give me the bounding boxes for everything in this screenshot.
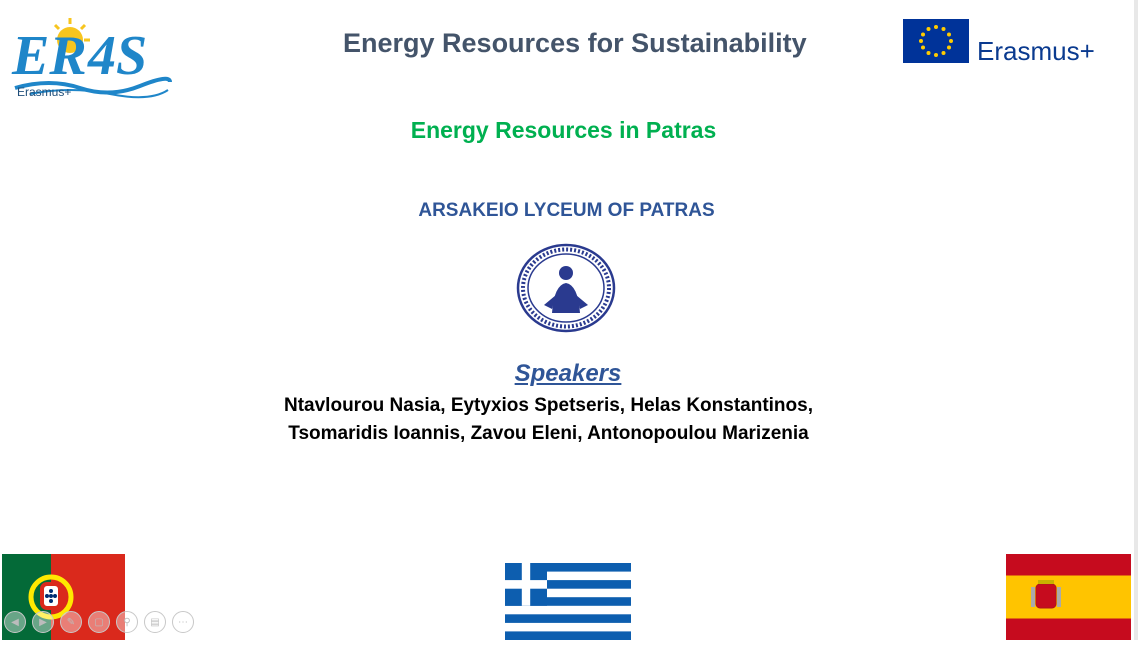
- previous-icon[interactable]: ◀: [4, 611, 26, 633]
- svg-text:ER: ER: [12, 25, 87, 87]
- spain-flag-icon: [1006, 554, 1131, 640]
- slideshow-controls: [4, 611, 194, 633]
- svg-text:4S: 4S: [88, 25, 148, 87]
- subtitles-icon[interactable]: ▤: [144, 611, 166, 633]
- window-edge: [1134, 0, 1138, 640]
- slide-title: Energy Resources for Sustainability: [343, 28, 807, 58]
- slides-icon[interactable]: ▢: [88, 611, 110, 633]
- speakers-line-1: Ntavlourou Nasia, Eytyxios Spetseris, Helas Konstantinos,: [284, 395, 813, 416]
- erasmus-plus-label: Erasmus+: [977, 36, 1095, 66]
- greece-flag-icon: [505, 563, 631, 640]
- school-seal-logo: [516, 243, 616, 333]
- zoom-icon[interactable]: ⚲: [116, 611, 138, 633]
- pen-icon[interactable]: ✎: [60, 611, 82, 633]
- erasmus-small-label: Erasmus+: [17, 85, 72, 99]
- next-icon[interactable]: ▶: [32, 611, 54, 633]
- eu-flag-icon: [903, 19, 969, 63]
- speakers-heading: Speakers: [514, 360, 622, 387]
- more-icon[interactable]: ⋯: [172, 611, 194, 633]
- slide-subtitle: Energy Resources in Patras: [410, 117, 717, 143]
- school-name: ARSAKEIO LYCEUM OF PATRAS: [418, 200, 715, 221]
- speakers-line-2: Tsomaridis Ioannis, Zavou Eleni, Antonopoulou Marizenia: [288, 423, 809, 444]
